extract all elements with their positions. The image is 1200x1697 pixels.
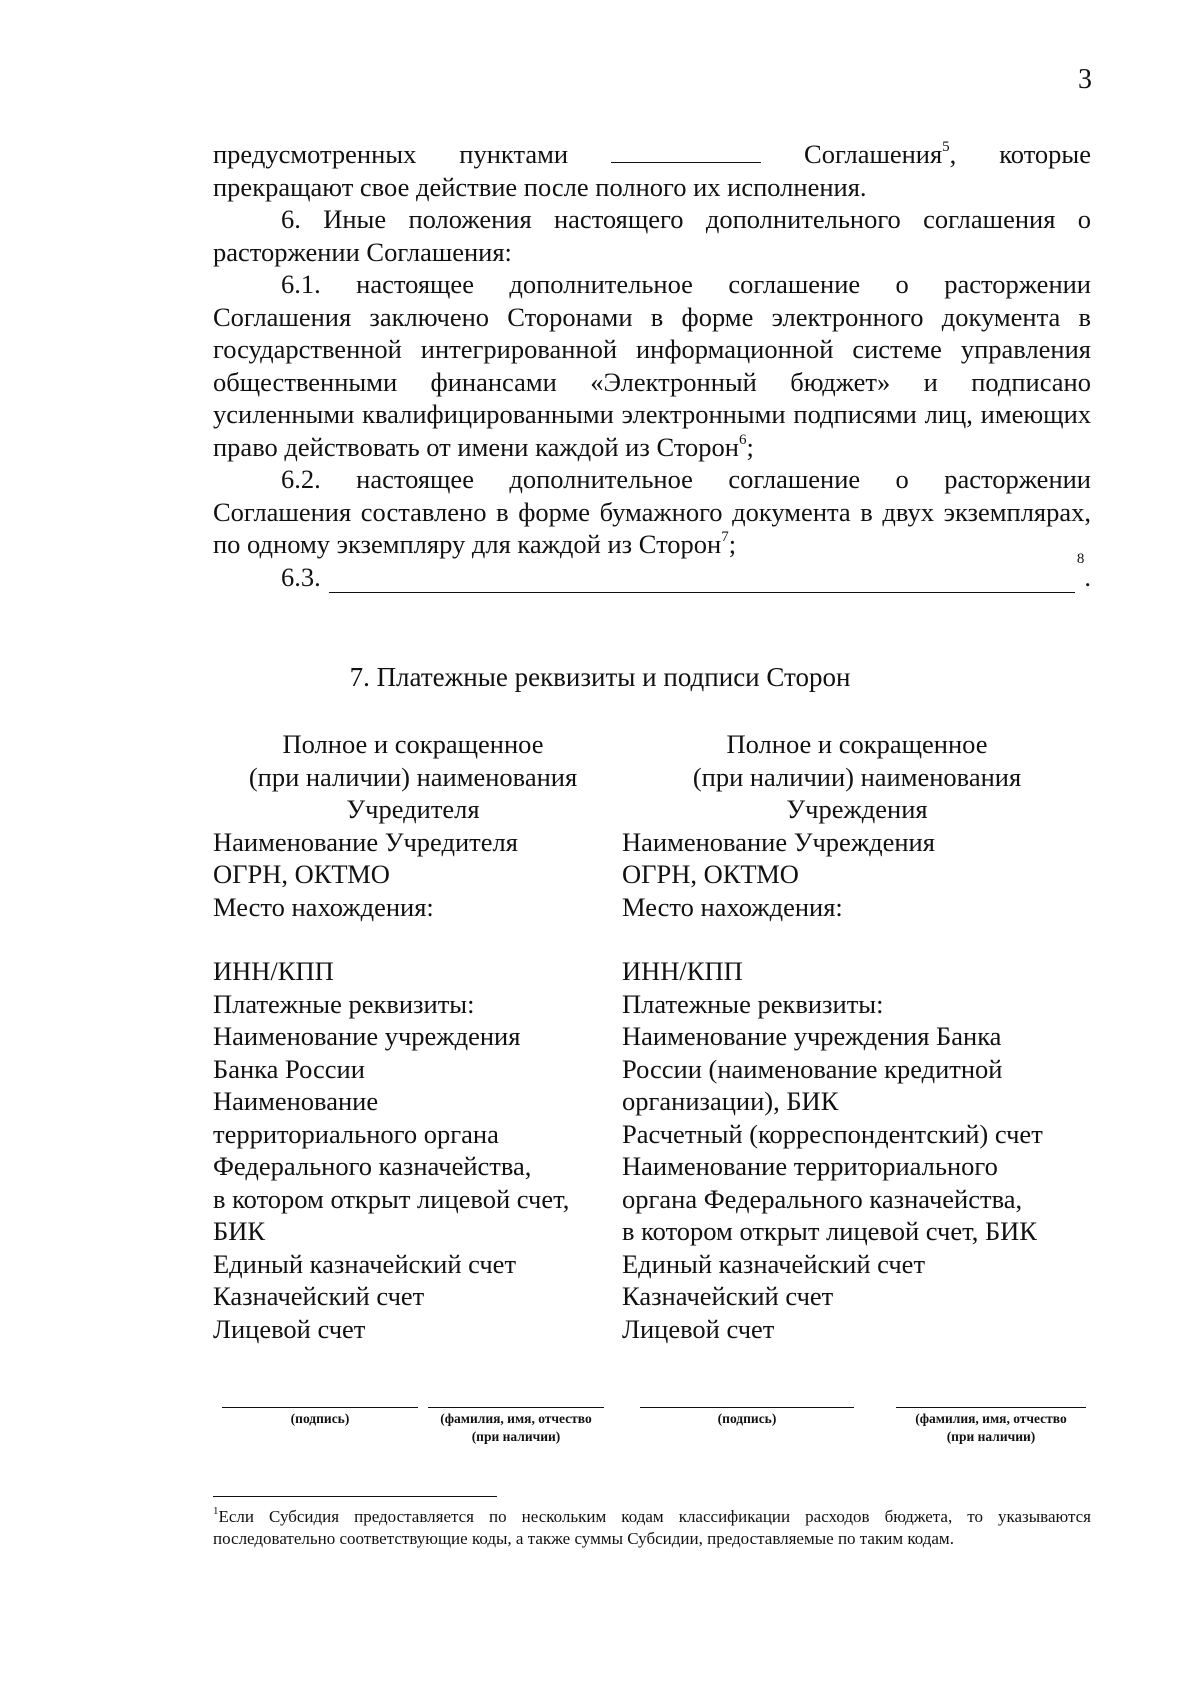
founder-field: Федерального казначейства, [213,1151,532,1181]
founder-field: Наименование Учредителя [213,826,518,857]
institution-field: в котором открыт лицевой счет, БИК [622,1216,1037,1246]
institution-heading-line: Полное и сокращенное [726,729,988,759]
footnote-ref-8: 8 [1076,550,1085,567]
founder-field: Единый казначейский счет [213,1248,517,1279]
institution-field: ИНН/КПП [622,956,743,986]
institution-field: ОГРН, ОКТМО [622,859,799,889]
founder-heading-line: Полное и сокращенное [282,729,544,759]
paragraph-6: 6. Иные положения настоящего дополнительного соглашения о расторжении Соглашения: [213,204,1091,267]
institution-field: Лицевой счет [622,1313,775,1344]
founder-field: Наименование учреждения [213,1021,521,1051]
paragraph-6-1: 6.1. настоящее дополнительное соглашение о расторжении Соглашения заключено Сторонами в форме электронного документа в государственной интегрированной информационной системе управления общественными финансами «Электронный бюджет» и подписано усиленными квалифицированными электронными подписями лиц, имеющих право действовать от имени каждой из Сторон$^6$; [213,269,1091,462]
founder-field: БИК [213,1216,266,1246]
institution-field: Единый казначейский счет [622,1248,926,1279]
institution-heading-line: Учреждения [786,794,928,824]
institution-field: органа Федерального казначейства, [622,1183,1023,1214]
body-text [213,138,1091,593]
founder-heading-line: (при наличии) наименования [248,761,578,792]
founder-field: Наименование [213,1086,379,1116]
footnote-separator [213,1496,497,1497]
paragraph-6-2: 6.2. настоящее дополнительное соглашение о расторжении Соглашения составлено в форме бумажного документа в двух экземплярах, по одному экземпляру для каждой из Сторон$^7$; [213,464,1091,559]
founder-field: Казначейский счет [213,1281,425,1311]
institution-name-line: (фамилия, имя, отчество (при наличии) [896,1407,1086,1446]
institution-field: организации), БИК [622,1086,839,1116]
footnote-ref-5: 5 [942,139,950,156]
paragraph-5-continuation: предусмотренных пунктами Соглашения$^5$, которые прекращают свое действие после полного их исполнения. [213,139,1091,202]
section-title: 7. Платежные реквизиты и подписи Сторон [349,662,851,692]
institution-requisites-column [622,728,1092,1345]
institution-field: Место нахождения: [622,891,843,922]
founder-field: Лицевой счет [213,1313,366,1344]
founder-field: территориального органа [213,1118,499,1149]
institution-field: Наименование Учреждения [622,826,935,857]
founder-field: Платежные реквизиты: [213,988,475,1019]
institution-heading-line: (при наличии) наименования [692,761,1022,792]
institution-field: Наименование учреждения Банка [622,1021,1002,1051]
founder-field: в котором открыт лицевой счет, [213,1183,570,1214]
founder-name-line: (фамилия, имя, отчество (при наличии) [428,1407,604,1446]
blank-field [329,570,1075,593]
institution-field: Платежные реквизиты: [622,988,884,1019]
footnote-ref-7: 7 [721,529,729,546]
founder-field: ОГРН, ОКТМО [213,859,390,889]
founder-field: Банка России [213,1053,365,1084]
founder-signature-line: (подпись) [222,1407,418,1428]
founder-heading-line: Учредителя [346,794,480,824]
institution-field: Расчетный (корреспондентский) счет [622,1118,1043,1149]
institution-signature-line: (подпись) [640,1407,854,1428]
institution-field: Казначейский счет [622,1281,834,1311]
founder-requisites-column [213,728,613,1345]
founder-field: Место нахождения: [213,891,434,922]
footnote-ref-6: 6 [738,431,747,448]
blank-field [611,140,761,163]
paragraph-6-3: 6.3. 8 . [213,561,1091,594]
founder-field: ИНН/КПП [213,956,334,986]
institution-field: России (наименование кредитной [622,1053,1003,1084]
page-number: 3 [1078,64,1092,95]
institution-field: Наименование территориального [622,1151,998,1181]
footnote-1: $^1$Если Субсидия предоставляется по нескольким кодам классификации расходов бюджета, то указываются последовательно соответствующие коды, а также суммы Субсидии, предоставляемые по таким кодам. [213,1505,1091,1548]
